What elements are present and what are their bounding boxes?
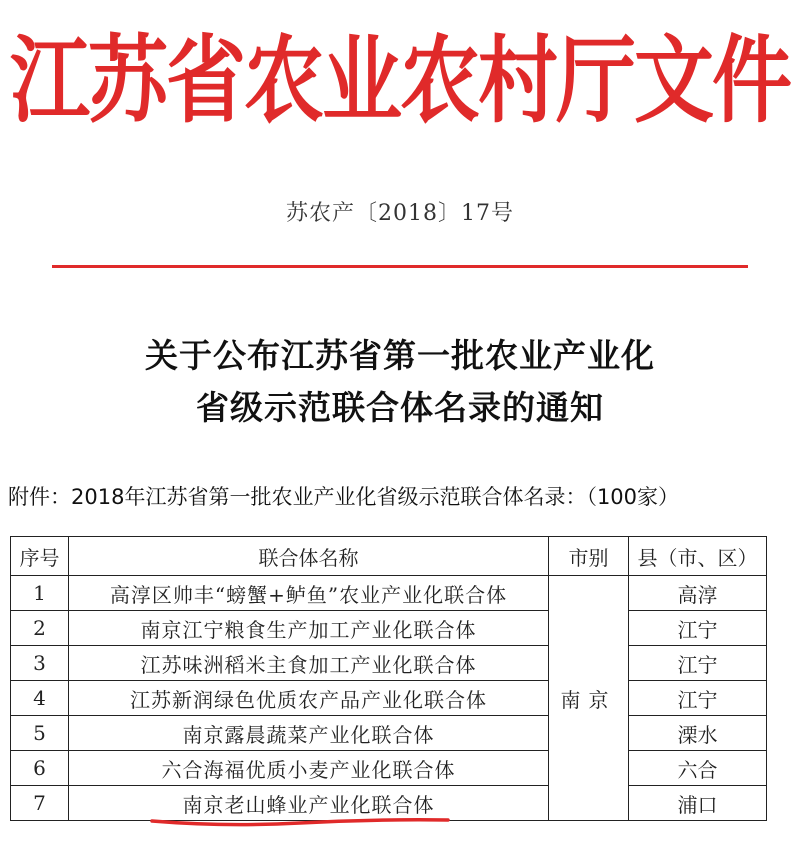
row-number: 1 (11, 576, 69, 611)
county-cell: 浦口 (629, 786, 767, 821)
table-row (11, 576, 767, 611)
row-number: 6 (11, 751, 69, 786)
county-cell: 江宁 (629, 646, 767, 681)
consortium-name: 高淳区帅丰“螃蟹+鲈鱼”农业产业化联合体 (69, 576, 549, 611)
consortium-name: 江苏味洲稻米主食加工产业化联合体 (69, 646, 549, 681)
row-number: 5 (11, 716, 69, 751)
issuer-title: 江苏省农业农村厅文件 (10, 25, 790, 136)
row-number: 3 (11, 646, 69, 681)
red-divider-line (52, 265, 748, 268)
city-cell: 南京 (549, 576, 629, 821)
row-number: 2 (11, 611, 69, 646)
table-row-highlighted (11, 786, 767, 821)
notice-title-line-2: 省级示范联合体名录的通知 (196, 388, 604, 427)
notice-title-line-1: 关于公布江苏省第一批农业产业化 (145, 336, 655, 375)
county-cell: 高淳 (629, 576, 767, 611)
document-number: 苏农产〔2018〕17号 (286, 201, 514, 226)
consortium-roster-table (10, 536, 767, 821)
table-header-row (11, 537, 767, 576)
column-header-city: 市别 (549, 537, 629, 576)
county-cell: 溧水 (629, 716, 767, 751)
consortium-name: 南京老山蜂业产业化联合体 (69, 786, 549, 821)
consortium-name: 南京江宁粮食生产加工产业化联合体 (69, 611, 549, 646)
attachment-caption: 附件：2018年江苏省第一批农业产业化省级示范联合体名录：（100家） (8, 485, 680, 509)
table-row (11, 611, 767, 646)
consortium-name: 南京露晨蔬菜产业化联合体 (69, 716, 549, 751)
table-row (11, 716, 767, 751)
table-row (11, 681, 767, 716)
county-cell: 江宁 (629, 611, 767, 646)
row-number: 7 (11, 786, 69, 821)
consortium-name: 江苏新润绿色优质农产品产业化联合体 (69, 681, 549, 716)
county-cell: 江宁 (629, 681, 767, 716)
consortium-name: 六合海福优质小麦产业化联合体 (69, 751, 549, 786)
column-header-number: 序号 (11, 537, 69, 576)
column-header-name: 联合体名称 (69, 537, 549, 576)
column-header-county: 县（市、区） (629, 537, 767, 576)
table-row (11, 646, 767, 681)
row-number: 4 (11, 681, 69, 716)
table-row (11, 751, 767, 786)
county-cell: 六合 (629, 751, 767, 786)
